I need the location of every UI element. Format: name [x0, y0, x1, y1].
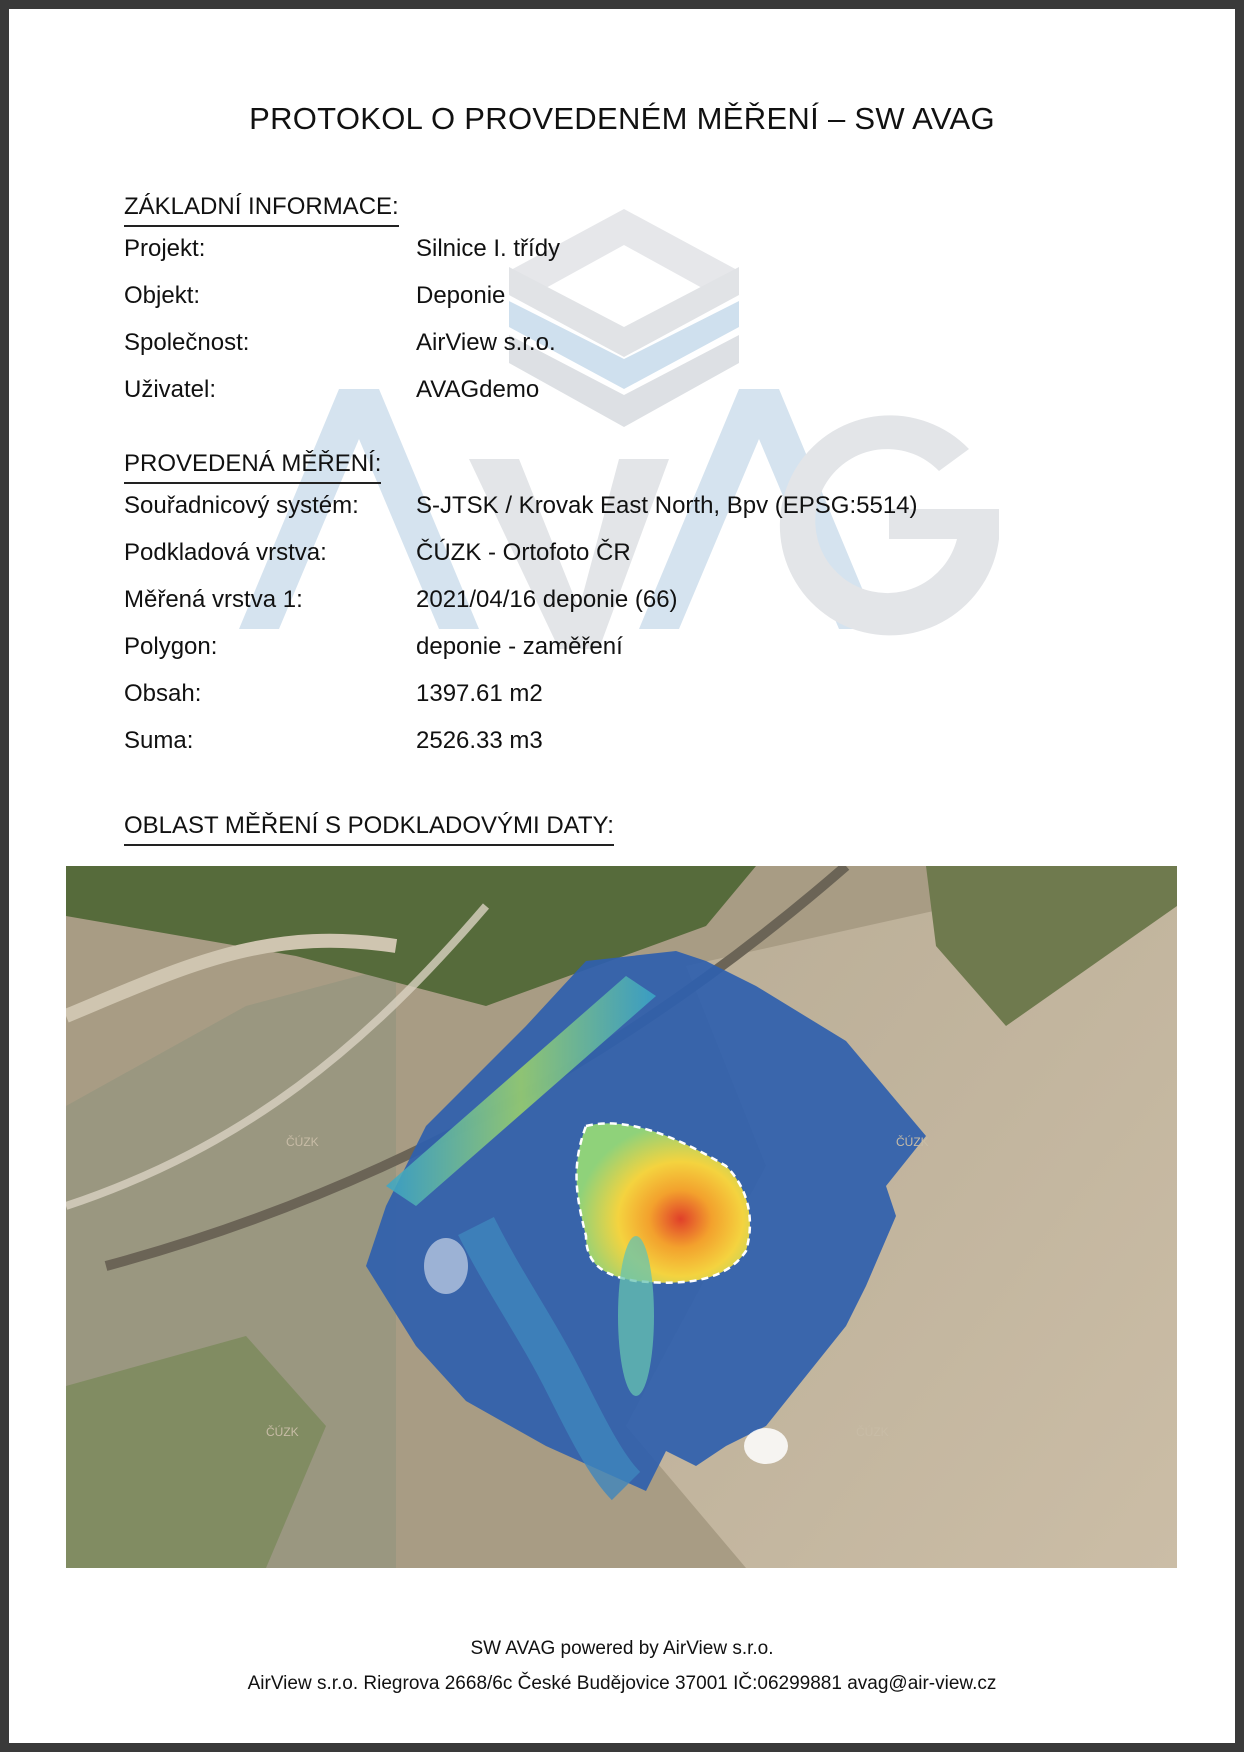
footer-powered-by: SW AVAG powered by AirView s.r.o. — [470, 1638, 774, 1659]
footer-company-address: AirView s.r.o. Riegrova 2668/6c České Budějovice 37001 IČ:06299881 avag@air-view.cz — [247, 1673, 997, 1694]
info-value: AVAGdemo — [416, 376, 540, 403]
section-heading-map: OBLAST MĚŘENÍ S PODKLADOVÝMI DATY: — [124, 812, 614, 846]
measurement-label: Obsah: — [124, 680, 202, 707]
heatmap-ridge — [618, 1236, 654, 1396]
section-heading-measurements: PROVEDENÁ MĚŘENÍ: — [124, 450, 381, 484]
heatmap-spot — [424, 1238, 468, 1294]
measurement-value: 2021/04/16 deponie (66) — [416, 586, 678, 613]
measurement-label: Měřená vrstva 1: — [124, 586, 303, 613]
info-value: AirView s.r.o. — [416, 329, 556, 356]
measurement-label: Polygon: — [124, 633, 218, 660]
section-heading-basic-info: ZÁKLADNÍ INFORMACE: — [124, 193, 399, 227]
map-attribution: ČÚZK — [266, 1425, 299, 1439]
info-label: Společnost: — [124, 329, 250, 356]
info-label: Objekt: — [124, 282, 201, 309]
info-label: Uživatel: — [124, 376, 217, 403]
map-attribution: ČÚZK — [896, 1135, 929, 1149]
heatmap-spot — [744, 1428, 788, 1464]
report-page — [9, 9, 1235, 1743]
measurement-value: 1397.61 m2 — [416, 680, 543, 707]
map-attribution: ČÚZK — [856, 1425, 889, 1439]
measurement-label: Souřadnicový systém: — [124, 492, 359, 519]
info-label: Projekt: — [124, 235, 206, 262]
avag-watermark-logo — [239, 209, 999, 769]
measurement-value: deponie - zaměření — [416, 633, 623, 660]
info-value: Deponie — [416, 282, 506, 309]
measurement-label: Podkladová vrstva: — [124, 539, 327, 566]
measurement-label: Suma: — [124, 727, 194, 754]
info-value: Silnice I. třídy — [416, 235, 561, 262]
orthophoto-map — [66, 866, 1177, 1568]
measurement-value: 2526.33 m3 — [416, 727, 543, 754]
measurement-value: ČÚZK - Ortofoto ČR — [416, 539, 631, 566]
measurement-value: S-JTSK / Krovak East North, Bpv (EPSG:5514) — [416, 492, 918, 519]
map-attribution: ČÚZK — [286, 1135, 319, 1149]
page-title: PROTOKOL O PROVEDENÉM MĚŘENÍ – SW AVAG — [249, 101, 995, 136]
